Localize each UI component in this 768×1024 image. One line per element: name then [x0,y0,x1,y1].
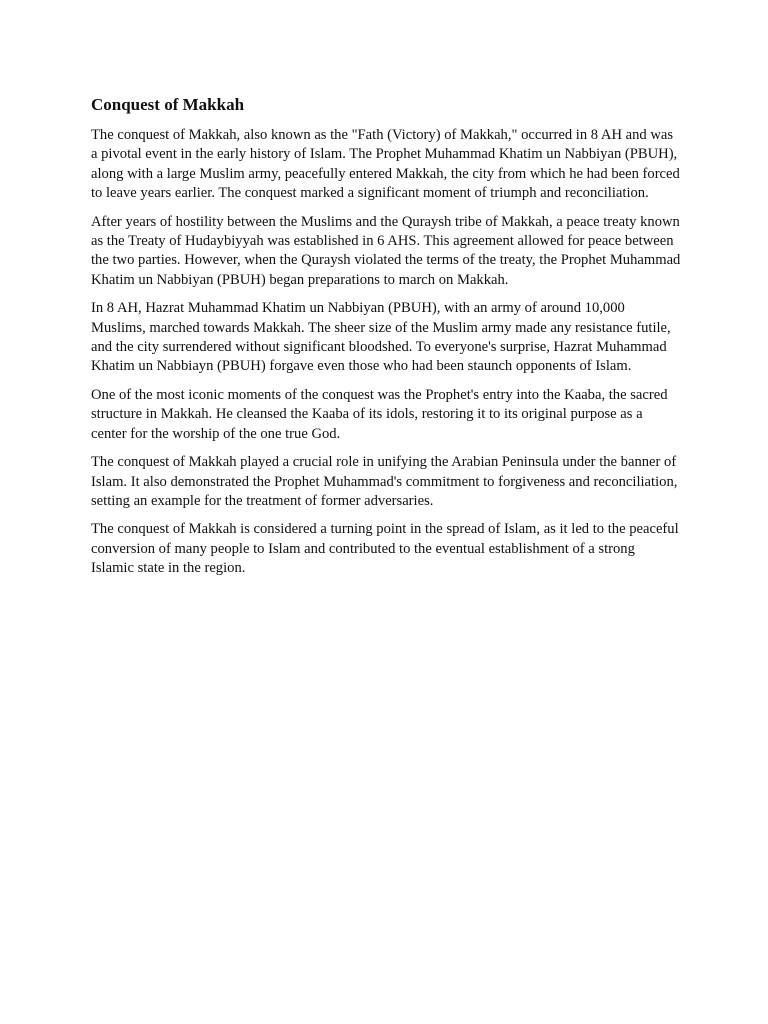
paragraph-4: One of the most iconic moments of the conquest was the Prophet's entry into the Kaaba, the sacred structure in Makkah. He cleansed the Kaaba of its idols, restoring it to its original purpose as a center for the worship of the one true God. [91,386,668,442]
paragraph-3: In 8 AH, Hazrat Muhammad Khatim un Nabbiyan (PBUH), with an army of around 10,000 Muslims, marched towards Makkah. The sheer size of the Muslim army made any resistance futile, and the city surrendered without significant bloodshed. To everyone's surprise, Hazrat Muhammad Khatim un Nabbiayn (PBUH) forgave even those who had been staunch opponents of Islam. [91,300,671,375]
paragraph-1: The conquest of Makkah, also known as the "Fath (Victory) of Makkah," occurred in 8 AH and was a pivotal event in the early history of Islam. The Prophet Muhammad Khatim un Nabbiyan (PBUH), along with a large Muslim army, peacefully entered Makkah, the city from which he had been forced to leave years earlier. The conquest marked a significant moment of triumph and reconciliation. [91,127,680,202]
paragraph-6: The conquest of Makkah is considered a turning point in the spread of Islam, as it led to the peaceful conversion of many people to Islam and contributed to the eventual establishment of a strong Islamic state in the region. [91,521,679,577]
paragraph-2: After years of hostility between the Muslims and the Quraysh tribe of Makkah, a peace treaty known as the Treaty of Hudaybiyyah was established in 6 AHS. This agreement allowed for peace between the two parties. However, when the Quraysh violated the terms of the treaty, the Prophet Muhammad Khatim un Nabbiyan (PBUH) began preparations to march on Makkah. [91,213,681,288]
document-page [91,94,681,588]
paragraph-5: The conquest of Makkah played a crucial role in unifying the Arabian Peninsula under the banner of Islam. It also demonstrated the Prophet Muhammad's commitment to forgiveness and reconciliation, setting an example for the treatment of former adversaries. [91,454,678,509]
document-title: Conquest of Makkah [91,95,245,114]
